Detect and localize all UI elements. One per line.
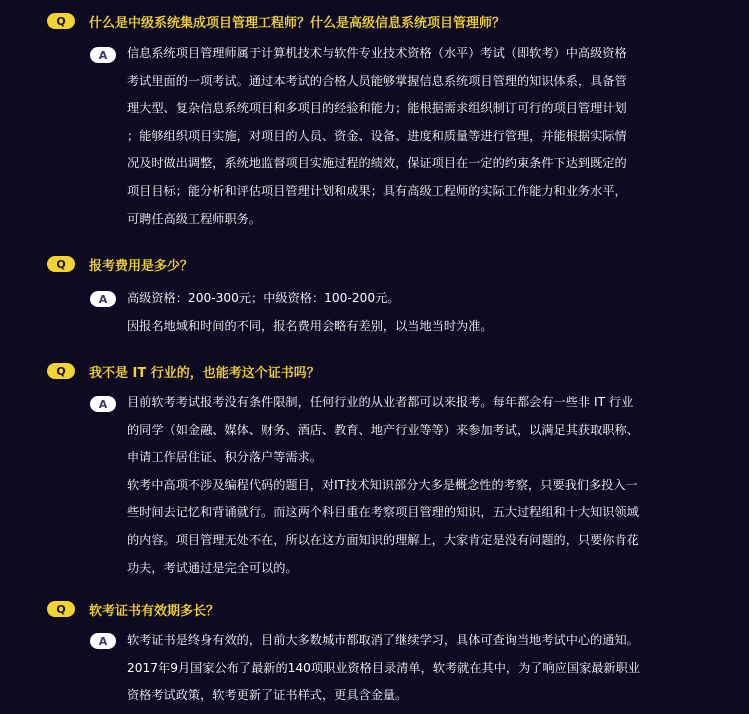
- answer-badge: A: [90, 396, 116, 412]
- question-text: 什么是中级系统集成项目管理工程师？什么是高级信息系统项目管理师？: [89, 15, 506, 31]
- question-row: [47, 598, 219, 620]
- question-text: 报考费用是多少？: [89, 258, 194, 274]
- answer-text: [127, 285, 727, 340]
- answer-badge: A: [90, 291, 116, 307]
- answer-line: 软考证书是终身有效的，目前大多数城市都取消了继续学习，具体可查询当地考试中心的通知。: [127, 633, 639, 647]
- answer-line: 考试里面的一项考试。通过本考试的合格人员能够掌握信息系统项目管理的知识体系，具备管: [127, 73, 627, 88]
- question-badge: Q: [47, 256, 75, 272]
- answer-line: 可聘任高级工程师职务。: [127, 211, 262, 226]
- answer-badge: A: [90, 47, 116, 63]
- answer-line: 的内容。项目管理无处不在，所以在这方面知识的理解上，大家肯定是没有问题的，只要你肯花: [127, 532, 639, 547]
- answer-line: 资格考试政策，软考更新了证书样式，更具含金量。: [127, 688, 408, 703]
- answer-line: 信息系统项目管理师属于计算机技术与软件专业技术资格（水平）考试（即软考）中高级资格: [127, 46, 627, 60]
- answer-badge: A: [90, 633, 116, 649]
- answer-line: 理大型、复杂信息系统项目和多项目的经验和能力；能根据需求组织制订可行的项目管理计划: [127, 101, 627, 116]
- answer-line: 目前软考考试报考没有条件限制，任何行业的从业者都可以来报考。每年都会有一些非 IT 行业: [127, 395, 634, 409]
- answer-line: 高级资格：200-300元；中级资格：100-200元。: [127, 291, 400, 305]
- answer-line: 况及时做出调整，系统地监督项目实施过程的绩效，保证项目在一定的约束条件下达到既定的: [127, 156, 627, 171]
- answer-line: 项目目标；能分析和评估项目管理计划和成果；具有高级工程师的实际工作能力和业务水平，: [127, 183, 627, 198]
- question-badge: Q: [47, 13, 75, 29]
- answer-text: [127, 40, 727, 233]
- answer-line: 些时间去记忆和背诵就行。而这两个科目重在考察项目管理的知识，五大过程组和十大知识领域: [127, 505, 639, 520]
- answer-line: 的同学（如金融、媒体、财务、酒店、教育、地产行业等等）来参加考试，以满足其获取职称、: [127, 422, 639, 437]
- answer-text: [127, 389, 727, 582]
- answer-line: 2017年9月国家公布了最新的140项职业资格目录清单，软考就在其中，为了响应国家最新职业: [127, 660, 640, 675]
- question-text: 我不是 IT 行业的，也能考这个证书吗？: [89, 365, 320, 381]
- question-row: [47, 360, 320, 382]
- question-row: [47, 253, 193, 275]
- answer-line: 软考中高项不涉及编程代码的题目，对IT技术知识部分大多是概念性的考察，只要我们多投入一: [127, 477, 638, 492]
- question-badge: Q: [47, 601, 75, 617]
- question-row: [47, 10, 505, 32]
- answer-text: [127, 627, 727, 710]
- question-badge: Q: [47, 363, 75, 379]
- question-text: 软考证书有效期多长？: [89, 603, 220, 619]
- answer-line: ；能够组织项目实施，对项目的人员、资金、设备、进度和质量等进行管理，并能根据实际情: [127, 128, 627, 143]
- answer-line: 申请工作居住证、积分落户等需求。: [127, 450, 322, 465]
- answer-line: 因报名地域和时间的不同，报名费用会略有差别，以当地当时为准。: [127, 318, 493, 333]
- answer-line: 功夫，考试通过是完全可以的。: [127, 560, 298, 575]
